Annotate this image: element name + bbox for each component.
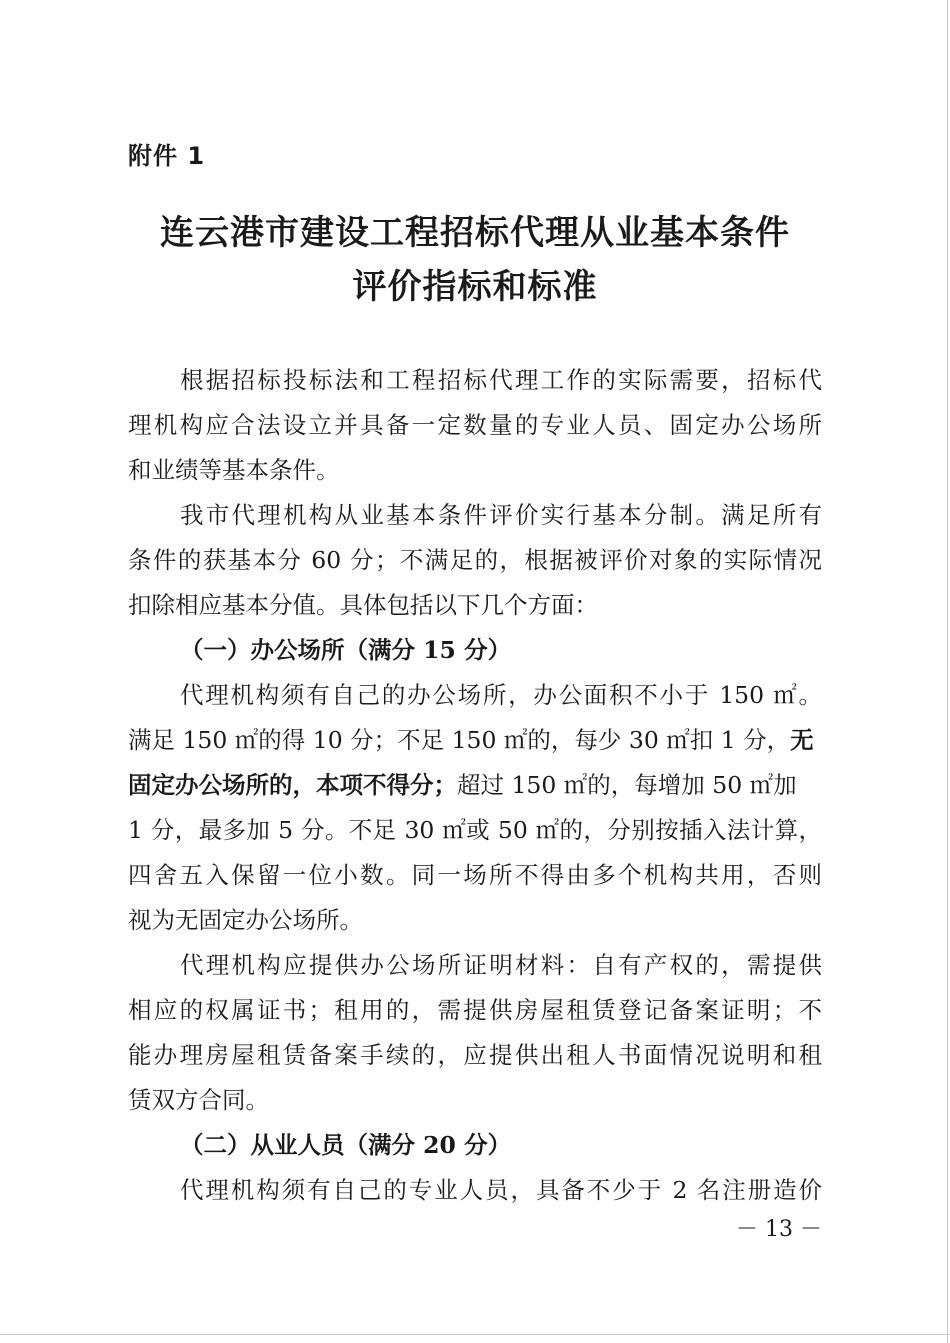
paragraph-3-line-5: 四舍五入保留一位小数。同一场所不得由多个机构共用，否则 (128, 861, 822, 889)
paragraph-3-line-1: 代理机构须有自己的办公场所，办公面积不小于 150 ㎡。 (180, 681, 822, 709)
paragraph-4-line-2: 相应的权属证书；租用的，需提供房屋租赁登记备案证明；不 (128, 996, 822, 1024)
paragraph-4-line-1: 代理机构应提供办公场所证明材料：自有产权的，需提供 (180, 951, 822, 979)
paragraph-3-line-4: 1 分，最多加 5 分。不足 30 ㎡或 50 ㎡的，分别按插入法计算， (128, 816, 822, 844)
paragraph-5-line-1: 代理机构须有自己的专业人员，具备不少于 2 名注册造价 (180, 1176, 822, 1204)
paragraph-4-line-3: 能办理房屋租赁备案手续的，应提供出租人书面情况说明和租 (128, 1041, 822, 1069)
page-number: － 13 － (736, 1217, 822, 1242)
attachment-label: 附件 1 (128, 142, 206, 170)
paragraph-3-line-2-text: 满足 150 ㎡的得 10 分；不足 150 ㎡的，每少 30 ㎡扣 1 分， (128, 726, 791, 754)
paragraph-2-line-1: 我市代理机构从业基本条件评价实行基本分制。满足所有 (180, 501, 822, 529)
paragraph-4-line-4: 赁双方合同。 (128, 1086, 269, 1114)
paragraph-3-line-3-text: 超过 150 ㎡的，每增加 50 ㎡加 (457, 771, 797, 799)
paragraph-3-line-3 (128, 770, 822, 800)
paragraph-3-line-3-bold: 固定办公场所的，本项不得分； (128, 771, 457, 799)
paragraph-1-line-1: 根据招标投标法和工程招标代理工作的实际需要，招标代 (180, 366, 822, 394)
paragraph-3-line-2 (128, 725, 822, 755)
document-title-line-1: 连云港市建设工程招标代理从业基本条件 (160, 213, 790, 253)
paragraph-2-line-2: 条件的获基本分 60 分；不满足的，根据被评价对象的实际情况 (128, 546, 822, 574)
page-edge-right (947, 0, 948, 1343)
paragraph-1-line-2: 理机构应合法设立并具备一定数量的专业人员、固定办公场所 (128, 411, 822, 439)
paragraph-3-line-2-bold: 无 (790, 726, 814, 754)
paragraph-2-line-3: 扣除相应基本分值。具体包括以下几个方面： (128, 591, 598, 619)
section-heading-staff: （二）从业人员（满分 20 分） (180, 1131, 512, 1159)
document-title-line-2: 评价指标和标准 (352, 267, 598, 307)
paragraph-1-line-3: 和业绩等基本条件。 (128, 456, 340, 484)
section-heading-office: （一）办公场所（满分 15 分） (180, 636, 512, 664)
paragraph-3-line-6: 视为无固定办公场所。 (128, 906, 363, 934)
page-edge-bottom (0, 1334, 950, 1335)
